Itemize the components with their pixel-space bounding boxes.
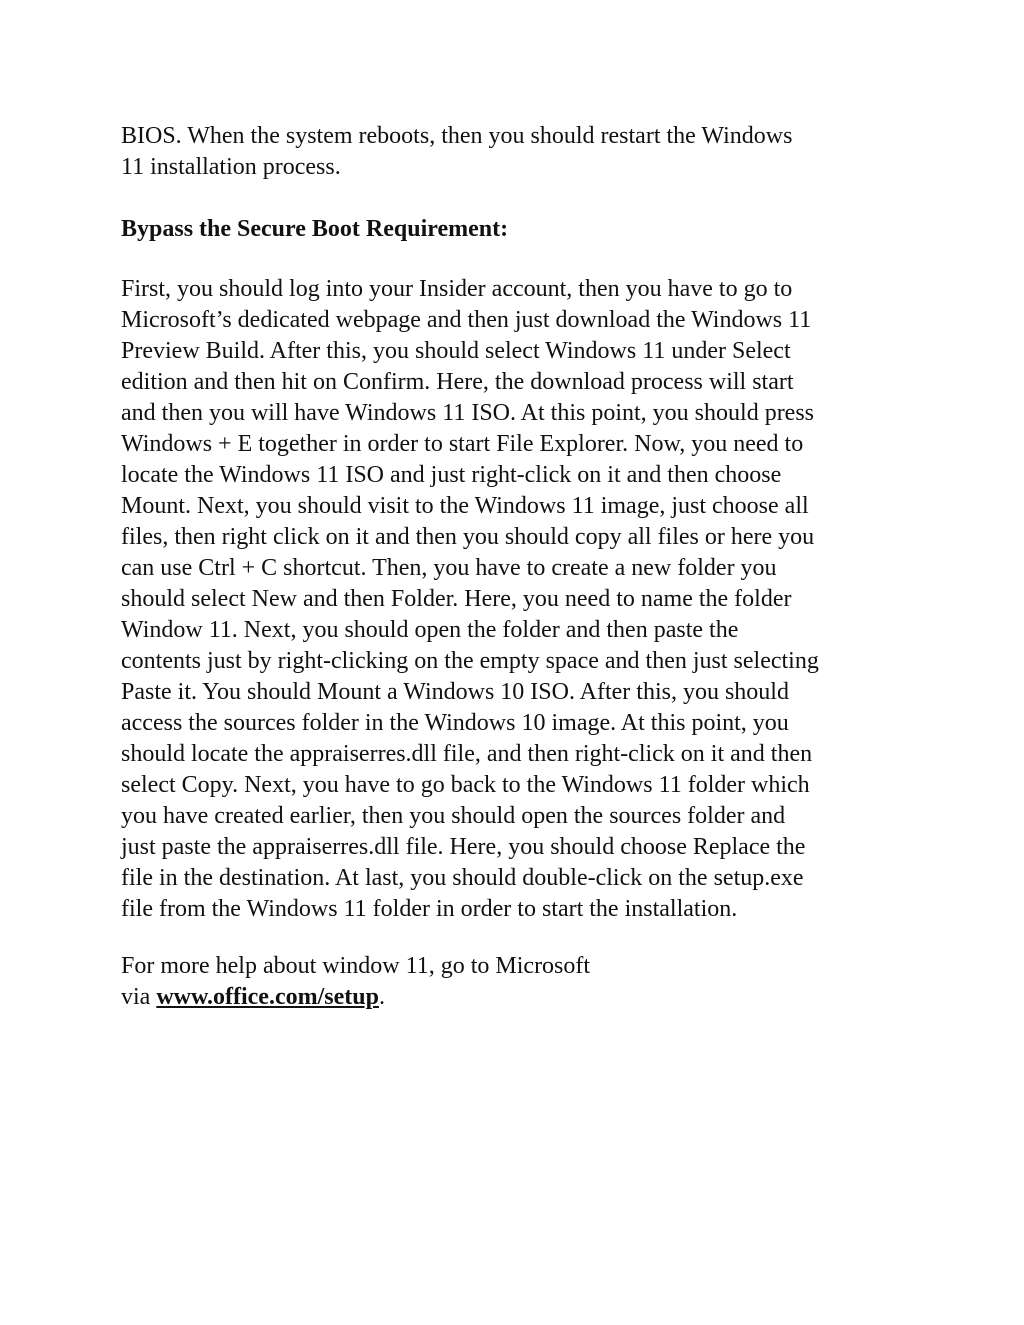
text-line: can use Ctrl + C shortcut. Then, you have to create a new folder you: [121, 555, 777, 581]
text-line: 11 installation process.: [121, 154, 341, 180]
text-line: and then you will have Windows 11 ISO. At this point, you should press: [121, 400, 815, 426]
text-line: just paste the appraiserres.dll file. Here, you should choose Replace the: [121, 834, 806, 860]
text-line: First, you should log into your Insider account, then you have to go to: [121, 276, 793, 302]
link-suffix: .: [378, 984, 385, 1010]
text-line: Paste it. You should Mount a Windows 10 ISO. After this, you should: [121, 679, 789, 705]
text-line: Mount. Next, you should visit to the Windows 11 image, just choose all: [121, 493, 809, 519]
text-line: you have created earlier, then you should open the sources folder and: [121, 803, 786, 829]
section-heading: Bypass the Secure Boot Requirement:: [121, 216, 509, 242]
text-line: file in the destination. At last, you should double-click on the setup.exe: [121, 865, 804, 891]
text-line: file from the Windows 11 folder in order to start the installation.: [121, 896, 738, 922]
text-line: Windows + E together in order to start File Explorer. Now, you need to: [121, 431, 804, 457]
text-line: access the sources folder in the Windows 10 image. At this point, you: [121, 710, 789, 736]
text-line-with-link: [121, 982, 921, 1013]
text-line: contents just by right-clicking on the empty space and then just selecting: [121, 648, 819, 674]
text-line: Preview Build. After this, you should select Windows 11 under Select: [121, 338, 791, 364]
text-line: edition and then hit on Confirm. Here, the download process will start: [121, 369, 794, 395]
text-line: should locate the appraiserres.dll file, and then right-click on it and then: [121, 741, 813, 767]
office-setup-link[interactable]: www.office.com/setup: [156, 984, 379, 1010]
paragraph-help: [121, 951, 921, 1013]
link-prefix: via: [121, 984, 157, 1010]
text-line: files, then right click on it and then you should copy all files or here you: [121, 524, 815, 550]
paragraph-instructions: [121, 274, 921, 925]
text-line: locate the Windows 11 ISO and just right-click on it and then choose: [121, 462, 782, 488]
text-line: Microsoft’s dedicated webpage and then just download the Windows 11: [121, 307, 812, 333]
paragraph-bios: [121, 121, 921, 183]
text-line: select Copy. Next, you have to go back to the Windows 11 folder which: [121, 772, 810, 798]
text-line: should select New and then Folder. Here, you need to name the folder: [121, 586, 792, 612]
text-line: For more help about window 11, go to Microsoft: [121, 953, 591, 979]
text-line: BIOS. When the system reboots, then you should restart the Windows: [121, 123, 793, 149]
text-line: Window 11. Next, you should open the folder and then paste the: [121, 617, 739, 643]
